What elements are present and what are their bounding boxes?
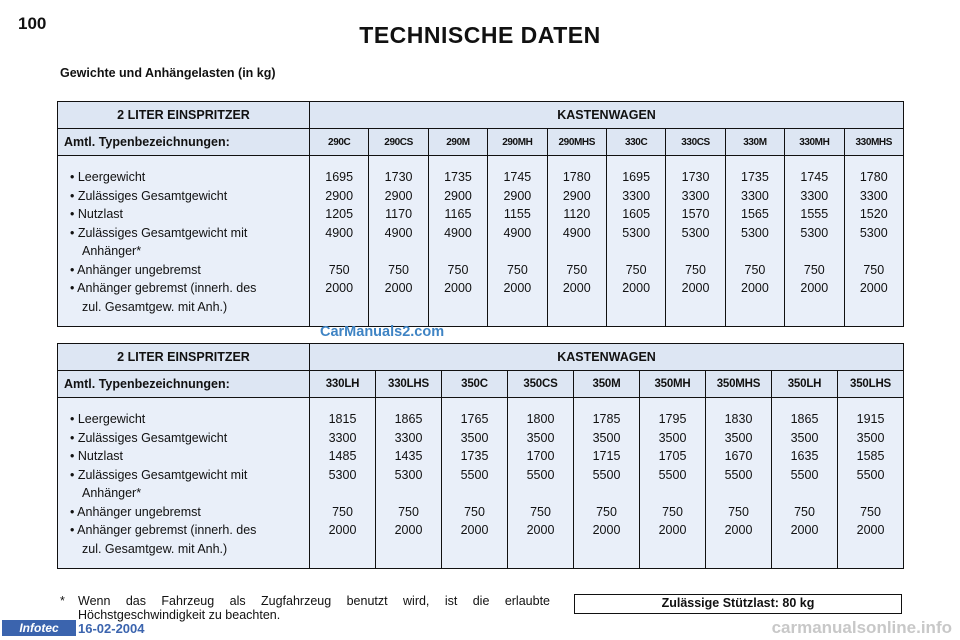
parameter-label: • Anhänger gebremst (innerh. des xyxy=(70,281,257,295)
value-cell: 1745 xyxy=(503,170,532,184)
parameter-label: • Nutzlast xyxy=(70,449,124,463)
print-date: 16-02-2004 xyxy=(78,621,145,636)
value-cell: 5300 xyxy=(622,225,651,240)
value-cell: 3500 xyxy=(460,430,489,445)
value-cell: 2000 xyxy=(859,281,888,295)
value-cell: 2000 xyxy=(444,281,472,295)
page-title: TECHNISCHE DATEN xyxy=(359,22,601,48)
value-cell: 750 xyxy=(596,504,617,519)
value-cell: 1865 xyxy=(394,412,423,426)
type-code: 350C xyxy=(442,371,508,398)
type-code: 330LHS xyxy=(376,371,442,398)
value-cell: 1605 xyxy=(622,207,651,221)
value-cell: 1205 xyxy=(325,207,354,221)
value-cell: 1730 xyxy=(681,170,710,184)
spacer xyxy=(376,540,441,559)
value-cell: 5300 xyxy=(800,225,829,240)
type-code: 350CS xyxy=(508,371,574,398)
value-cell: 1485 xyxy=(328,449,357,463)
value-cell: 750 xyxy=(328,262,350,277)
parameter-label: • Nutzlast xyxy=(70,207,124,221)
value-column xyxy=(508,398,574,569)
value-cell: 2000 xyxy=(328,523,357,537)
spacer xyxy=(574,540,639,559)
parameter-label: • Anhänger ungebremst xyxy=(70,262,201,277)
value-column xyxy=(838,398,904,569)
spacer xyxy=(845,298,903,317)
value-cell: 1695 xyxy=(622,170,651,184)
spacer xyxy=(666,298,724,317)
parameter-label: • Zulässiges Gesamtgewicht xyxy=(70,188,228,203)
value-cell: 5300 xyxy=(741,225,769,240)
vehicle-label: KASTENWAGEN xyxy=(310,102,904,129)
value-cell: 2000 xyxy=(856,523,885,537)
spacer xyxy=(442,540,507,559)
value-cell: 4900 xyxy=(325,225,354,240)
type-code: 290M xyxy=(428,129,487,156)
value-cell: 5500 xyxy=(856,467,885,482)
value-column xyxy=(310,156,369,327)
value-cell: 5500 xyxy=(592,467,621,482)
value-column xyxy=(574,398,640,569)
page-number: 100 xyxy=(18,14,47,33)
type-code: 330MHS xyxy=(844,129,903,156)
brand-badge: Infotec xyxy=(2,620,76,636)
values-row xyxy=(58,156,904,327)
type-designation-label: Amtl. Typenbezeichnungen: xyxy=(58,129,310,156)
spacer xyxy=(548,298,606,317)
spacer xyxy=(785,242,843,261)
value-cell: 2000 xyxy=(562,281,591,295)
value-cell: 5300 xyxy=(859,225,888,240)
value-cell: 2000 xyxy=(741,281,769,295)
vehicle-label: KASTENWAGEN xyxy=(310,344,904,371)
weights-table-2 xyxy=(57,343,904,569)
value-cell: 5500 xyxy=(724,467,753,482)
spacer xyxy=(726,242,784,261)
type-code: 290CS xyxy=(369,129,428,156)
value-cell: 3500 xyxy=(724,430,753,445)
type-code: 350LHS xyxy=(838,371,904,398)
value-column xyxy=(666,156,725,327)
value-cell: 1520 xyxy=(859,207,888,221)
value-column xyxy=(369,156,428,327)
value-cell: 2000 xyxy=(592,523,621,537)
value-cell: 1715 xyxy=(592,449,621,463)
spacer xyxy=(369,298,427,317)
value-cell: 2900 xyxy=(562,188,591,203)
engine-label: 2 LITER EINSPRITZER xyxy=(58,344,310,371)
value-cell: 2000 xyxy=(790,523,819,537)
footnote xyxy=(60,594,550,622)
value-cell: 2000 xyxy=(800,281,829,295)
value-cell: 1795 xyxy=(658,412,687,426)
value-cell: 750 xyxy=(662,504,683,519)
value-cell: 1700 xyxy=(526,449,555,463)
value-cell: 5300 xyxy=(681,225,710,240)
value-cell: 1670 xyxy=(724,449,753,463)
spacer xyxy=(666,242,724,261)
value-cell: 3300 xyxy=(800,188,829,203)
value-cell: 1915 xyxy=(856,412,885,426)
value-cell: 3500 xyxy=(526,430,555,445)
value-cell: 3500 xyxy=(790,430,819,445)
value-column xyxy=(844,156,903,327)
value-cell: 2000 xyxy=(460,523,489,537)
value-cell: 750 xyxy=(332,504,353,519)
values-row xyxy=(58,398,904,569)
value-cell: 1155 xyxy=(503,207,531,221)
value-cell: 3300 xyxy=(859,188,888,203)
value-cell: 2000 xyxy=(325,281,354,295)
value-column xyxy=(547,156,606,327)
parameter-label: • Anhänger gebremst (innerh. des xyxy=(70,523,257,537)
spacer xyxy=(726,298,784,317)
spacer xyxy=(640,484,705,503)
value-cell: 1815 xyxy=(328,412,357,426)
type-code: 290MHS xyxy=(547,129,606,156)
value-cell: 1165 xyxy=(444,207,472,221)
value-cell: 5500 xyxy=(526,467,555,482)
value-cell: 2000 xyxy=(724,523,753,537)
parameter-label: • Leergewicht xyxy=(70,412,146,426)
type-code: 330LH xyxy=(310,371,376,398)
value-cell: 3500 xyxy=(658,430,687,445)
value-cell: 1705 xyxy=(658,449,687,463)
value-column xyxy=(442,398,508,569)
value-cell: 1785 xyxy=(592,412,621,426)
value-cell: 1730 xyxy=(384,170,413,184)
spacer xyxy=(772,484,837,503)
type-code: 330CS xyxy=(666,129,725,156)
type-code: 290MH xyxy=(488,129,547,156)
value-cell: 1800 xyxy=(526,412,555,426)
value-cell: 1865 xyxy=(790,412,819,426)
value-cell: 1170 xyxy=(385,207,413,221)
spacer xyxy=(429,298,487,317)
value-cell: 750 xyxy=(625,262,647,277)
value-cell: 2000 xyxy=(526,523,555,537)
spacer xyxy=(845,242,903,261)
value-cell: 5300 xyxy=(394,467,423,482)
value-cell: 2900 xyxy=(444,188,472,203)
value-cell: 750 xyxy=(464,504,485,519)
value-cell: 4900 xyxy=(503,225,532,240)
value-column xyxy=(772,398,838,569)
footnote-marker: * xyxy=(60,594,65,608)
spacer xyxy=(310,242,368,261)
value-cell: 1830 xyxy=(724,412,753,426)
type-designation-row xyxy=(58,371,904,398)
value-cell: 1120 xyxy=(563,207,591,221)
value-cell: 750 xyxy=(685,262,706,277)
parameter-label: • Zulässiges Gesamtgewicht mit xyxy=(70,225,248,240)
site-watermark: carmanualsonline.info xyxy=(771,618,952,637)
value-cell: 1695 xyxy=(325,170,354,184)
value-cell: 3300 xyxy=(681,188,710,203)
value-cell: 1745 xyxy=(800,170,829,184)
spacer xyxy=(310,484,375,503)
value-column xyxy=(706,398,772,569)
parameter-label: • Zulässiges Gesamtgewicht xyxy=(70,430,228,445)
value-cell: 750 xyxy=(860,504,881,519)
weights-table-1 xyxy=(57,101,904,327)
parameter-label: zul. Gesamtgew. mit Anh.) xyxy=(82,541,228,556)
value-cell: 1735 xyxy=(460,449,489,463)
value-cell: 750 xyxy=(728,504,749,519)
spacer xyxy=(574,484,639,503)
type-code: 290C xyxy=(310,129,369,156)
value-cell: 1555 xyxy=(800,207,829,221)
spacer xyxy=(508,540,573,559)
value-cell: 750 xyxy=(566,262,588,277)
value-cell: 1585 xyxy=(856,449,885,463)
value-cell: 750 xyxy=(803,262,825,277)
spacer xyxy=(442,484,507,503)
value-cell: 3300 xyxy=(328,430,357,445)
value-cell: 2000 xyxy=(681,281,710,295)
value-column xyxy=(376,398,442,569)
value-cell: 2900 xyxy=(384,188,413,203)
spacer xyxy=(310,298,368,317)
parameter-label: • Anhänger ungebremst xyxy=(70,504,201,519)
value-cell: 4900 xyxy=(444,225,472,240)
spacer xyxy=(838,540,903,559)
value-cell: 4900 xyxy=(562,225,591,240)
parameter-label: • Leergewicht xyxy=(70,170,146,184)
value-cell: 5500 xyxy=(790,467,819,482)
spacer xyxy=(369,242,427,261)
value-cell: 1735 xyxy=(444,170,472,184)
spacer xyxy=(376,484,441,503)
value-cell: 1565 xyxy=(741,207,769,221)
type-code: 350MH xyxy=(640,371,706,398)
value-cell: 3300 xyxy=(622,188,651,203)
support-load-box: Zulässige Stützlast: 80 kg xyxy=(574,594,902,614)
spacer xyxy=(429,242,487,261)
value-cell: 750 xyxy=(744,262,766,277)
value-cell: 1780 xyxy=(859,170,888,184)
value-cell: 750 xyxy=(447,262,469,277)
value-cell: 2000 xyxy=(622,281,651,295)
spacer xyxy=(838,484,903,503)
spacer xyxy=(607,242,665,261)
value-cell: 2000 xyxy=(394,523,423,537)
value-cell: 1435 xyxy=(394,449,423,463)
value-cell: 750 xyxy=(398,504,419,519)
spacer xyxy=(706,540,771,559)
value-column xyxy=(785,156,844,327)
spacer xyxy=(488,298,546,317)
value-cell: 2000 xyxy=(658,523,687,537)
value-cell: 1765 xyxy=(460,412,489,426)
value-cell: 2000 xyxy=(384,281,413,295)
spacer xyxy=(706,484,771,503)
value-cell: 5500 xyxy=(460,467,489,482)
section-heading: Gewichte und Anhängelasten (in kg) xyxy=(60,66,276,80)
value-cell: 1635 xyxy=(790,449,819,463)
value-cell: 2900 xyxy=(503,188,532,203)
table-header-row xyxy=(58,102,904,129)
value-cell: 750 xyxy=(388,262,410,277)
value-cell: 5300 xyxy=(328,467,357,482)
value-cell: 3500 xyxy=(592,430,621,445)
spacer xyxy=(772,540,837,559)
value-column xyxy=(606,156,665,327)
value-cell: 1570 xyxy=(681,207,710,221)
value-column xyxy=(310,398,376,569)
spacer xyxy=(548,242,606,261)
value-cell: 4900 xyxy=(384,225,413,240)
parameter-label: Anhänger* xyxy=(82,244,142,258)
value-cell: 2000 xyxy=(503,281,532,295)
type-code: 350LH xyxy=(772,371,838,398)
parameter-label: zul. Gesamtgew. mit Anh.) xyxy=(82,299,228,314)
engine-label: 2 LITER EINSPRITZER xyxy=(58,102,310,129)
type-code: 330C xyxy=(606,129,665,156)
parameter-label: Anhänger* xyxy=(82,486,142,500)
spacer xyxy=(785,298,843,317)
table-header-row xyxy=(58,344,904,371)
type-designation-label: Amtl. Typenbezeichnungen: xyxy=(58,371,310,398)
spacer xyxy=(508,484,573,503)
footnote-text: Wenn das Fahrzeug als Zugfahrzeug benutzt wird, ist die erlaubte Höchstgeschwindigkeit zu beachten. xyxy=(78,594,550,622)
type-code: 350MHS xyxy=(706,371,772,398)
parameter-label: • Zulässiges Gesamtgewicht mit xyxy=(70,467,248,482)
type-code: 330M xyxy=(725,129,784,156)
value-cell: 750 xyxy=(863,262,885,277)
type-designation-row xyxy=(58,129,904,156)
spacer xyxy=(310,540,375,559)
value-cell: 1735 xyxy=(741,170,769,184)
value-cell: 750 xyxy=(506,262,528,277)
spacer xyxy=(607,298,665,317)
spacer xyxy=(488,242,546,261)
value-cell: 3300 xyxy=(741,188,769,203)
type-code: 330MH xyxy=(785,129,844,156)
value-cell: 750 xyxy=(530,504,551,519)
parameter-list xyxy=(58,398,310,569)
value-cell: 3300 xyxy=(394,430,423,445)
value-column xyxy=(428,156,487,327)
parameter-list xyxy=(58,156,310,327)
value-column xyxy=(488,156,547,327)
value-column xyxy=(640,398,706,569)
value-cell: 3500 xyxy=(856,430,885,445)
value-cell: 2900 xyxy=(325,188,354,203)
value-cell: 750 xyxy=(794,504,815,519)
value-cell: 1780 xyxy=(562,170,591,184)
type-code: 350M xyxy=(574,371,640,398)
value-cell: 5500 xyxy=(658,467,687,482)
watermark: CarManuals2.com xyxy=(320,324,445,340)
spacer xyxy=(640,540,705,559)
value-column xyxy=(725,156,784,327)
